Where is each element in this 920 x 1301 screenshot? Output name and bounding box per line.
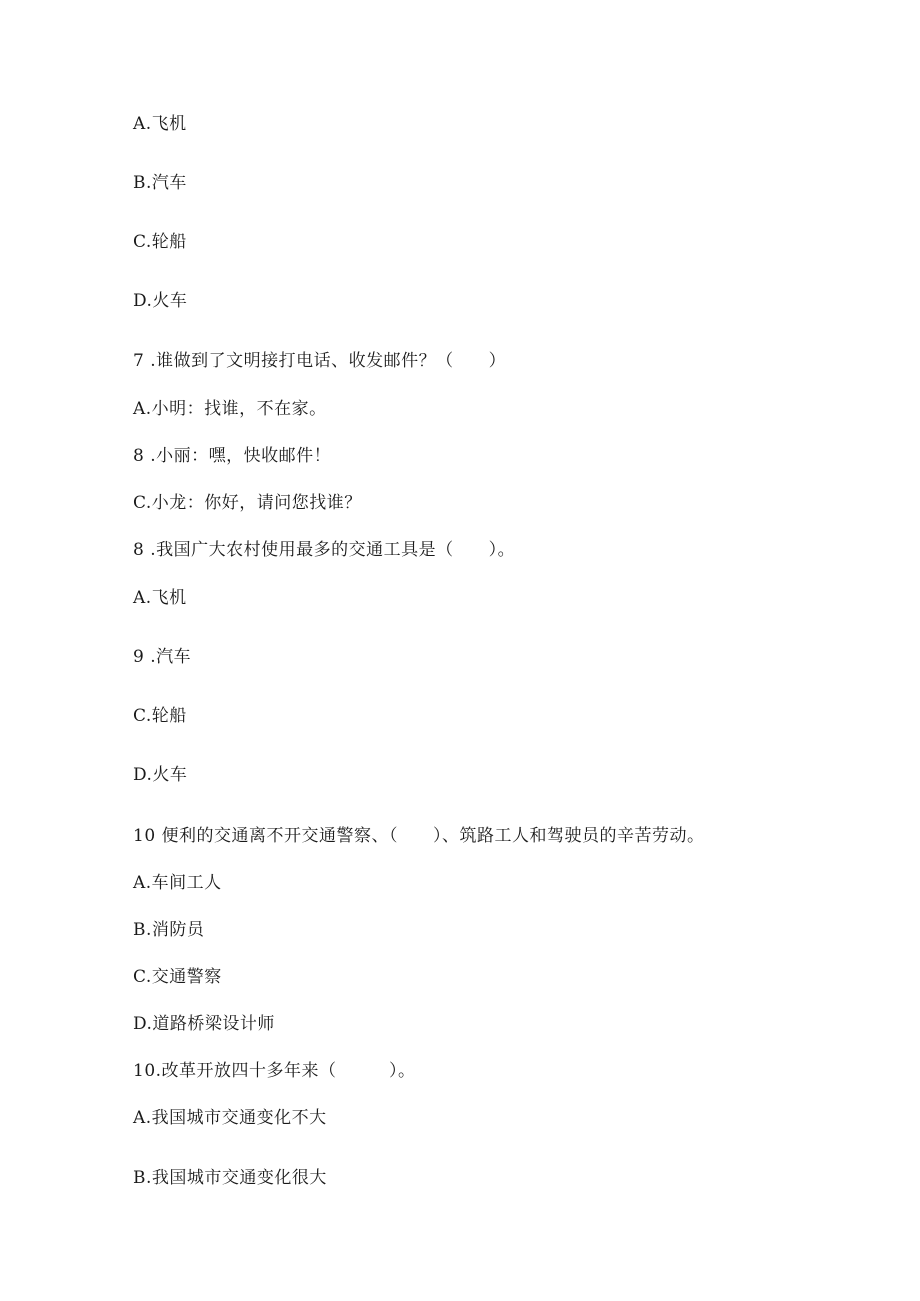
option-b-car: B.汽车 <box>133 173 187 193</box>
question-10a-option-d: D.道路桥梁设计师 <box>133 1014 275 1034</box>
question-8-option-b: 9 .汽车 <box>133 647 192 667</box>
option-a-airplane: A.飞机 <box>133 114 187 134</box>
question-7-option-a: A.小明：找谁，不在家。 <box>133 399 327 419</box>
question-8: 8 .我国广大农村使用最多的交通工具是（ ）。 <box>133 540 516 560</box>
option-c-ship: C.轮船 <box>133 232 187 252</box>
option-d-train: D.火车 <box>133 291 188 311</box>
question-8-option-a: A.飞机 <box>133 588 187 608</box>
question-7-option-c: C.小龙：你好，请问您找谁？ <box>133 493 362 513</box>
question-10a-option-c: C.交通警察 <box>133 967 222 987</box>
question-10b: 10.改革开放四十多年来（ ）。 <box>133 1061 416 1081</box>
question-10a-option-a: A.车间工人 <box>133 873 222 893</box>
question-7-option-b: 8 .小丽：嘿，快收邮件！ <box>133 446 332 466</box>
question-8-option-c: C.轮船 <box>133 706 187 726</box>
question-10b-option-a: A.我国城市交通变化不大 <box>133 1108 327 1128</box>
question-7: 7 .谁做到了文明接打电话、收发邮件？（ ） <box>133 351 507 371</box>
question-10a: 10 便利的交通离不开交通警察、（ ）、筑路工人和驾驶员的辛苦劳动。 <box>133 826 705 846</box>
question-8-option-d: D.火车 <box>133 765 188 785</box>
question-10b-option-b: B.我国城市交通变化很大 <box>133 1168 327 1188</box>
question-10a-option-b: B.消防员 <box>133 920 205 940</box>
